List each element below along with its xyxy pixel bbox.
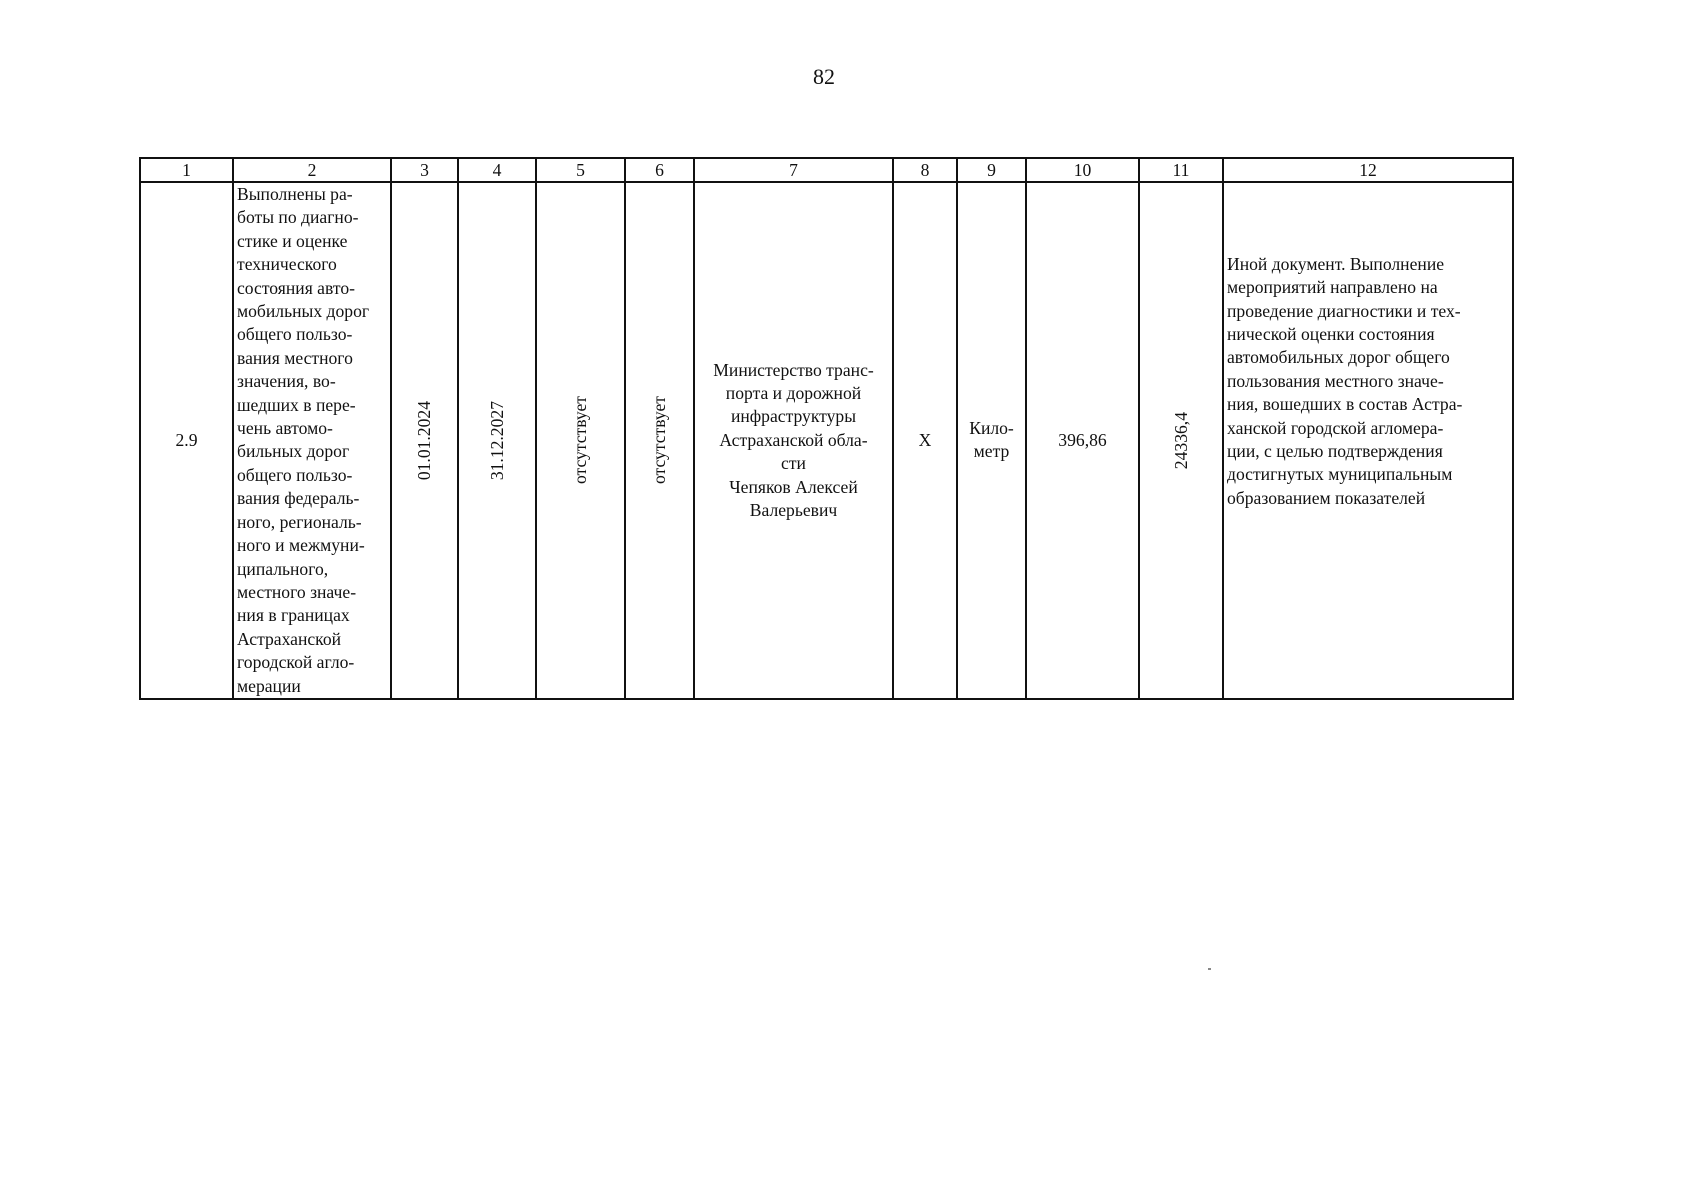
note-line: достигнутых муниципальным (1227, 464, 1453, 485)
responsible-line: Валерьевич (749, 499, 838, 520)
responsible-line: сти (781, 453, 806, 474)
measure-name-line: чень автомо- (237, 418, 333, 439)
measure-name-line: бильных дорог (237, 441, 350, 462)
measure-name-line: ного и межмуни- (237, 535, 365, 556)
note-line: Иной документ. Выполнение (1227, 253, 1445, 274)
cost-cell (1139, 182, 1223, 699)
item-number: 2.9 (140, 182, 233, 699)
measure-name-line: технического (237, 254, 337, 275)
unit-cell (957, 182, 1026, 699)
header-col-9: 9 (957, 158, 1026, 182)
header-col-11: 11 (1139, 158, 1223, 182)
responsible-line: Астраханской обла- (719, 429, 868, 450)
note-line: ции, с целью подтверждения (1227, 440, 1443, 461)
measure-name-line: шедших в пере- (237, 394, 356, 415)
measure-name-line: вания местного (237, 347, 353, 368)
table-row (140, 182, 1513, 699)
unit-line: метр (973, 441, 1010, 462)
col6-cell (625, 182, 694, 699)
measure-name-line: боты по диагно- (237, 207, 359, 228)
header-col-5: 5 (536, 158, 625, 182)
note-line: мероприятий направлено на (1227, 277, 1438, 298)
measure-name-line: вания федераль- (237, 488, 360, 509)
measures-table (139, 157, 1514, 700)
start-date: 01.01.2024 (414, 400, 434, 481)
measure-name-line: Выполнены ра- (237, 184, 353, 204)
note-line: нической оценки состояния (1227, 323, 1435, 344)
header-col-8: 8 (893, 158, 957, 182)
col8-value: Х (893, 182, 957, 699)
note-line: пользования местного значе- (1227, 370, 1444, 391)
measure-name-line: стике и оценке (237, 230, 348, 251)
measure-name-line: местного значе- (237, 581, 357, 602)
page-number: 82 (813, 64, 835, 89)
unit-line: Кило- (969, 418, 1014, 439)
responsible-line: Министерство транс- (713, 359, 874, 380)
note-line: ханской городской агломера- (1227, 417, 1444, 438)
end-date-cell (458, 182, 536, 699)
header-col-12: 12 (1223, 158, 1513, 182)
header-col-6: 6 (625, 158, 694, 182)
measure-name-line: ного, региональ- (237, 511, 362, 532)
header-col-3: 3 (391, 158, 458, 182)
measure-name-line: состояния авто- (237, 277, 355, 298)
responsible-line: Чепяков Алексей (729, 476, 858, 497)
header-col-4: 4 (458, 158, 536, 182)
responsible-line: инфраструктуры (730, 406, 857, 427)
measure-name-line: значения, во- (237, 371, 336, 392)
measure-name-line: Астраханской (237, 628, 342, 649)
header-col-10: 10 (1026, 158, 1139, 182)
measure-name-line: общего пользо- (237, 324, 353, 345)
note-line: автомобильных дорог общего (1227, 347, 1450, 368)
measure-name-line: ния в границах (237, 605, 350, 626)
col6-value: отсутствует (649, 396, 669, 485)
measure-name (233, 182, 391, 699)
end-date: 31.12.2027 (486, 400, 507, 481)
note-line: образованием показателей (1227, 487, 1426, 508)
header-row (140, 158, 1513, 182)
col5-cell (536, 182, 625, 699)
measure-name-line: мобильных дорог (237, 301, 370, 322)
responsible-line: порта и дорожной (725, 382, 862, 403)
header-col-7: 7 (694, 158, 893, 182)
header-col-2: 2 (233, 158, 391, 182)
scan-speck (1208, 968, 1211, 970)
note-line: ния, вошедших в состав Астра- (1227, 394, 1463, 415)
measure-name-line: городской агло- (237, 652, 355, 673)
measure-name-line: ципального, (237, 558, 329, 579)
cost-value: 24336,4 (1170, 411, 1191, 470)
header-col-1: 1 (140, 158, 233, 182)
value-cell: 396,86 (1026, 182, 1139, 699)
measure-name-line: мерации (237, 675, 301, 696)
start-date-cell (391, 182, 458, 699)
note-line: проведение диагностики и тех- (1227, 300, 1461, 321)
measure-name-line: общего пользо- (237, 464, 353, 485)
col5-value: отсутствует (570, 396, 590, 485)
note-cell (1223, 182, 1513, 699)
responsible-cell (694, 182, 893, 699)
